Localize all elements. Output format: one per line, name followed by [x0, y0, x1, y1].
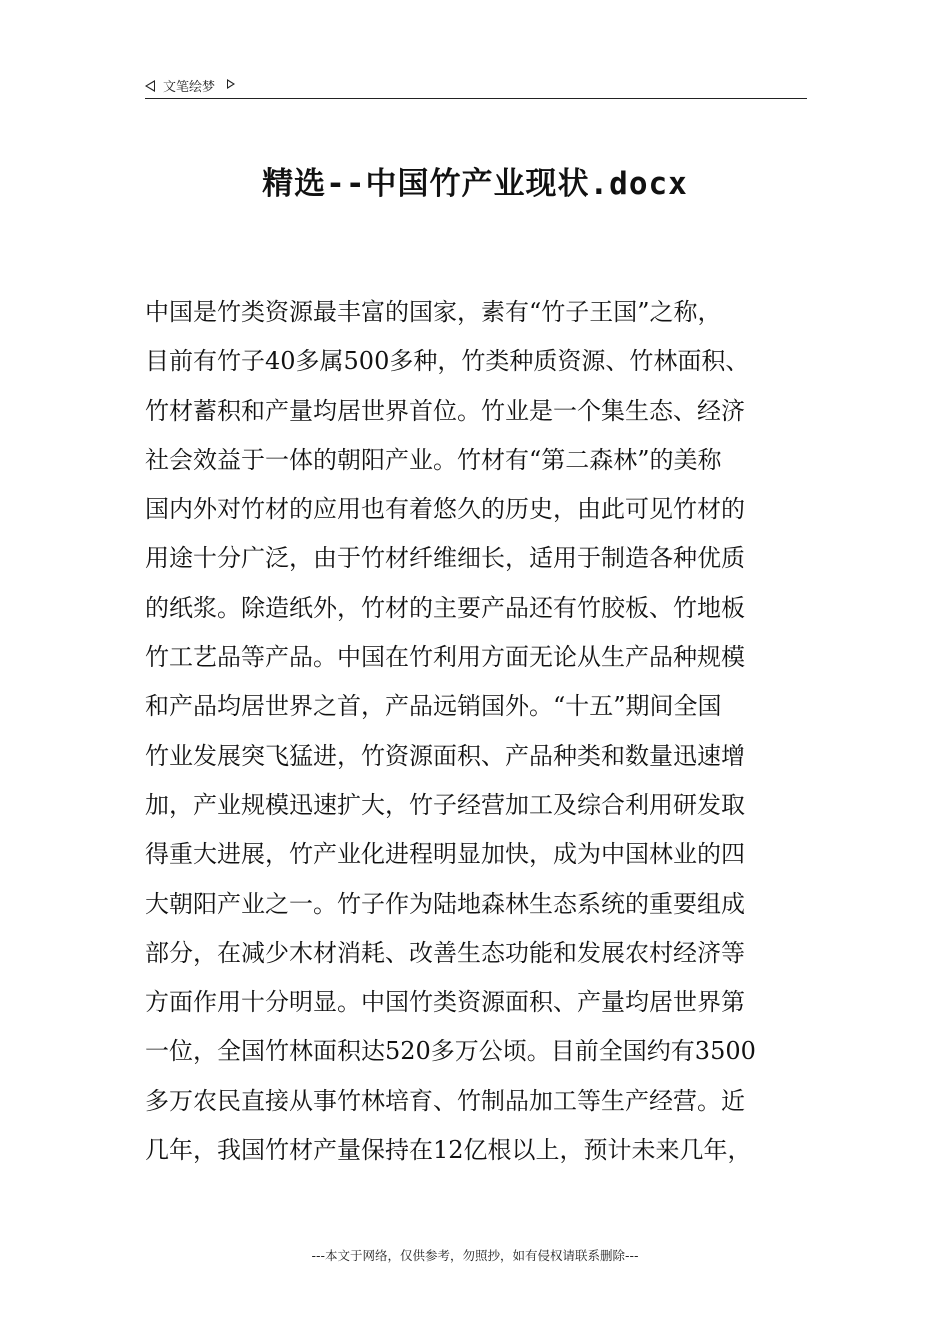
document-body	[145, 288, 810, 1175]
triangle-right-outline-icon	[227, 79, 235, 89]
body-line: 竹工艺品等产品。中国在竹利用方面无论从生产品种规模	[145, 643, 745, 672]
page-header	[145, 72, 807, 99]
body-line: 多万农民直接从事竹林培育、竹制品加工等生产经营。近	[145, 1086, 745, 1115]
body-line: 几年，我国竹材产量保持在12亿根以上，预计未来几年，	[145, 1136, 752, 1165]
body-line: 部分，在减少木材消耗、改善生态功能和发展农村经济等	[145, 938, 745, 967]
page-footer: ---本文于网络，仅供参考，勿照抄，如有侵权请联系删除---	[311, 1248, 639, 1263]
header-brand-text: 文笔绘梦	[163, 80, 216, 95]
body-line: 加，产业规模迅速扩大，竹子经营加工及综合利用研发取	[145, 790, 745, 819]
body-line: 方面作用十分明显。中国竹类资源面积、产量均居世界第	[145, 988, 745, 1017]
triangle-left-outline-icon	[145, 80, 155, 92]
body-line: 得重大进展，竹产业化进程明显加快，成为中国林业的四	[145, 840, 745, 869]
body-line: 国内外对竹材的应用也有着悠久的历史，由此可见竹材的	[145, 495, 745, 524]
body-line: 社会效益于一体的朝阳产业。竹材有“第二森林”的美称	[145, 445, 722, 474]
body-line: 竹业发展突飞猛进，竹资源面积、产品种类和数量迅速增	[145, 741, 745, 770]
body-line: 一位，全国竹林面积达520多万公顷。目前全国约有3500	[145, 1037, 756, 1066]
body-line: 大朝阳产业之一。竹子作为陆地森林生态系统的重要组成	[145, 889, 745, 918]
body-line: 目前有竹子40多属500多种，竹类种质资源、竹林面积、	[145, 347, 750, 376]
document-title: 精选--中国竹产业现状.docx	[262, 166, 688, 202]
header-brand	[145, 76, 235, 95]
body-line: 用途十分广泛，由于竹材纤维细长，适用于制造各种优质	[145, 544, 745, 573]
body-line: 的纸浆。除造纸外，竹材的主要产品还有竹胶板、竹地板	[145, 593, 745, 622]
body-line: 竹材蓄积和产量均居世界首位。竹业是一个集生态、经济	[145, 396, 745, 425]
body-line: 和产品均居世界之首，产品远销国外。“十五”期间全国	[145, 692, 722, 721]
body-line: 中国是竹类资源最丰富的国家，素有“竹子王国”之称，	[145, 298, 722, 326]
